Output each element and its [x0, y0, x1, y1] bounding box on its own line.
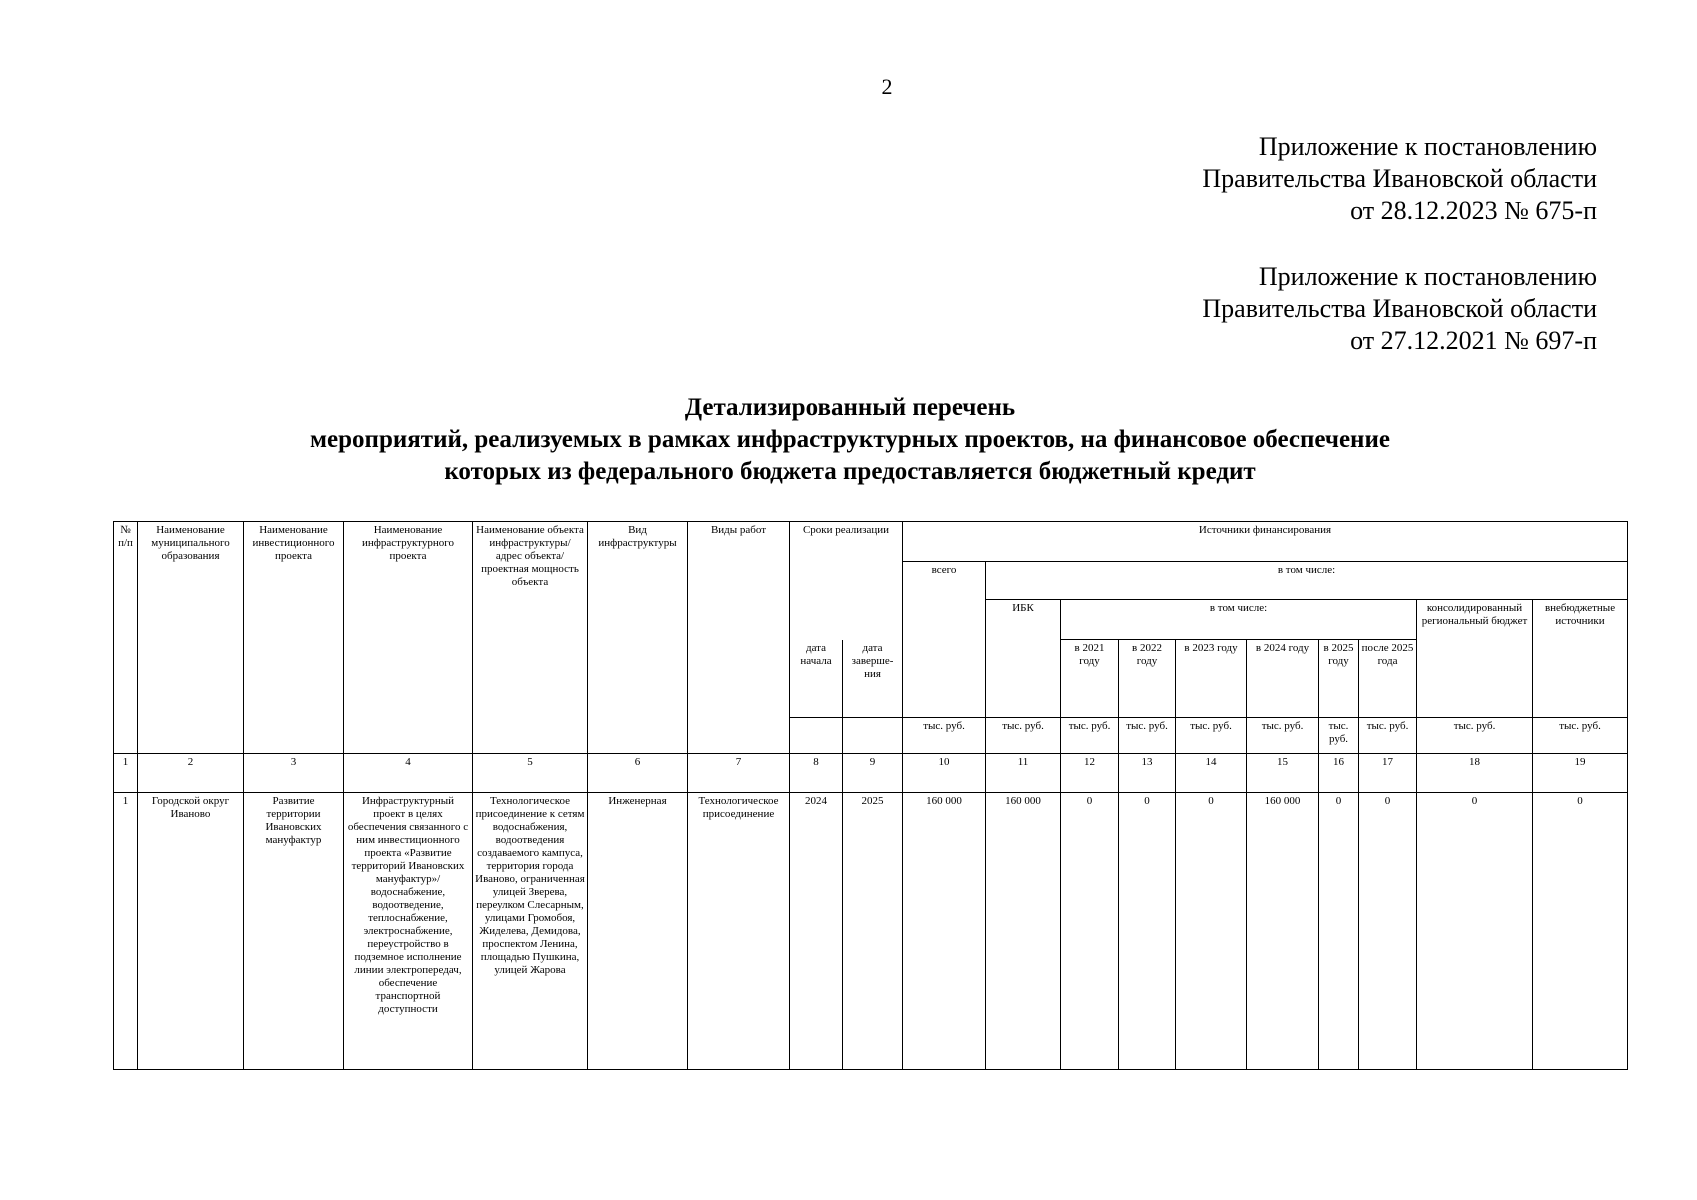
cell-infra-type: Инженерная: [588, 793, 688, 1070]
header-extra-budget: внебюджетные источники: [1533, 600, 1628, 718]
unit-y2022: тыс. руб.: [1119, 718, 1176, 754]
header-y2024: в 2024 году: [1247, 640, 1319, 718]
cell-end: 2025: [843, 793, 903, 1070]
header-y2021: в 2021 году: [1061, 640, 1119, 718]
header-sources: Источники финансирования: [903, 522, 1628, 562]
header-ibk: ИБК: [986, 600, 1061, 718]
column-number: 16: [1319, 754, 1359, 793]
appendix-previous-line3: от 27.12.2021 № 697-п: [1350, 326, 1597, 355]
header-start-date: дата начала: [790, 640, 843, 718]
cell-y2024: 160 000: [1247, 793, 1319, 1070]
unit-y2023: тыс. руб.: [1176, 718, 1247, 754]
header-num: № п/п: [114, 522, 138, 754]
unit-y2021: тыс. руб.: [1061, 718, 1119, 754]
header-y2023: в 2023 году: [1176, 640, 1247, 718]
column-number: 1: [114, 754, 138, 793]
cell-investment-project: Развитие территории Ивановских мануфактур: [244, 793, 344, 1070]
column-number: 15: [1247, 754, 1319, 793]
column-number: 7: [688, 754, 790, 793]
cell-object: Технологическое присоединение к сетям водоснабжения, водоотведения создаваемого кампуса, территория города Иваново, ограниченная улицей Зверева, переулком Слесарным, улицами Громобоя, Жиделева, Демидова, проспектом Ленина, площадью Пушкина, улицей Жарова: [473, 793, 588, 1070]
table-row: [114, 793, 1628, 1070]
column-number: 17: [1359, 754, 1417, 793]
column-number: 10: [903, 754, 986, 793]
appendix-previous-line2: Правительства Ивановской области: [1202, 294, 1597, 323]
header-total: всего: [903, 562, 986, 718]
column-number: 6: [588, 754, 688, 793]
cell-y2022: 0: [1119, 793, 1176, 1070]
unit-extra-budget: тыс. руб.: [1533, 718, 1628, 754]
header-object: Наименование объекта инфраструктуры/ адрес объекта/ проектная мощность объекта: [473, 522, 588, 754]
header-regional-budget: консолидированный региональный бюджет: [1417, 600, 1533, 718]
cell-ibk: 160 000: [986, 793, 1061, 1070]
column-number: 19: [1533, 754, 1628, 793]
column-number: 5: [473, 754, 588, 793]
cell-y2021: 0: [1061, 793, 1119, 1070]
appendix-current: [1202, 131, 1597, 227]
cell-after2025: 0: [1359, 793, 1417, 1070]
header-terms: Сроки реализации: [790, 522, 903, 640]
column-number: 2: [138, 754, 244, 793]
page-number: 2: [881, 74, 893, 99]
cell-total: 160 000: [903, 793, 986, 1070]
header-infrastructure-project: Наименование инфраструктурного проекта: [344, 522, 473, 754]
unit-regional-budget: тыс. руб.: [1417, 718, 1533, 754]
header-work-types: Виды работ: [688, 522, 790, 754]
appendix-current-line3: от 28.12.2023 № 675-п: [1350, 196, 1597, 225]
column-number: 14: [1176, 754, 1247, 793]
unit-y2024: тыс. руб.: [1247, 718, 1319, 754]
cell-y2023: 0: [1176, 793, 1247, 1070]
unit-total: тыс. руб.: [903, 718, 986, 754]
cell-infrastructure-project: Инфраструктурный проект в целях обеспечения связанного с ним инвестиционного проекта «Развитие территорий Ивановских мануфактур»/ водоснабжение, водоотведение, теплоснабжение, электроснабжение, переустройство в подземное исполнение линии электропередач, обеспечение транспортной доступности: [344, 793, 473, 1070]
appendix-current-line2: Правительства Ивановской области: [1202, 164, 1597, 193]
header-ibk-including: в том числе:: [1061, 600, 1417, 640]
unit-ibk: тыс. руб.: [986, 718, 1061, 754]
title-line3: которых из федерального бюджета предоставляется бюджетный кредит: [444, 458, 1256, 485]
appendix-previous: [1202, 261, 1597, 357]
document-title: [0, 392, 1697, 488]
appendix-previous-line1: Приложение к постановлению: [1258, 262, 1597, 291]
header-end-date: дата заверше-ния: [843, 640, 903, 718]
cell-extra-budget: 0: [1533, 793, 1628, 1070]
header-y2022: в 2022 году: [1119, 640, 1176, 718]
column-number: 18: [1417, 754, 1533, 793]
header-investment-project: Наименование инвестиционного проекта: [244, 522, 344, 754]
column-number: 9: [843, 754, 903, 793]
column-number: 11: [986, 754, 1061, 793]
cell-municipality: Городской округ Иваново: [138, 793, 244, 1070]
header-municipality: Наименование муниципального образования: [138, 522, 244, 754]
column-number: 8: [790, 754, 843, 793]
header-y2025: в 2025 году: [1319, 640, 1359, 718]
unit-y2025: тыс. руб.: [1319, 718, 1359, 754]
column-number: 4: [344, 754, 473, 793]
header-including: в том числе:: [986, 562, 1628, 600]
title-line1: Детализированный перечень: [684, 394, 1016, 421]
cell-work-types: Технологическое присоединение: [688, 793, 790, 1070]
header-after2025: после 2025 года: [1359, 640, 1417, 718]
title-line2: мероприятий, реализуемых в рамках инфраструктурных проектов, на финансовое обеспечение: [310, 426, 1390, 453]
column-number: 3: [244, 754, 344, 793]
cell-y2025: 0: [1319, 793, 1359, 1070]
header-infra-type: Вид инфраструктуры: [588, 522, 688, 754]
column-number: 12: [1061, 754, 1119, 793]
unit-after2025: тыс. руб.: [1359, 718, 1417, 754]
column-number: 13: [1119, 754, 1176, 793]
cell-num: 1: [114, 793, 138, 1070]
cell-regional-budget: 0: [1417, 793, 1533, 1070]
column-number-row: [114, 754, 1628, 793]
measures-table: [113, 521, 1628, 1070]
cell-start: 2024: [790, 793, 843, 1070]
appendix-current-line1: Приложение к постановлению: [1258, 132, 1597, 161]
